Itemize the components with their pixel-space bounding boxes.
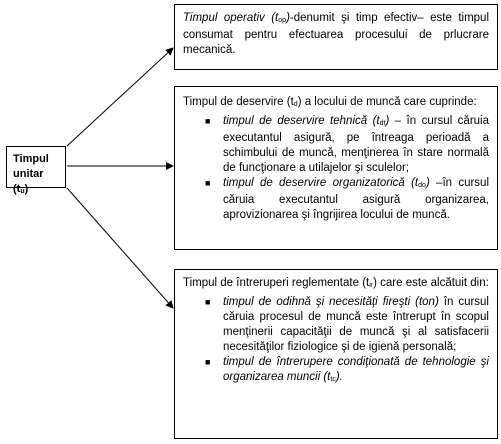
text-run: Timpul de întreruperi reglementate (t <box>183 277 370 289</box>
subscript-text: do <box>418 182 426 189</box>
operative-time-text <box>183 11 489 58</box>
interruption-time-node <box>174 269 498 439</box>
service-time-node <box>174 86 498 250</box>
list-item <box>183 355 489 387</box>
bullet-icon: ■ <box>205 357 211 367</box>
interruption-time-intro <box>183 276 489 293</box>
subscript-text: dt <box>379 120 386 127</box>
text-run: –în cursul căruia executantul asigură organizarea, aprovizionarea şi îngrijirea locului de muncă. <box>223 177 489 221</box>
subscript-text: ir <box>369 282 374 289</box>
text-run: – în cursul căruia executantul asigură, pe întreaga perioadă a schimbului de muncă, menţinerea în stare normală de funcţionare a utilajelor şi sculelor; <box>223 115 490 174</box>
text-run: timpul de întrerupere condiţionată de tehnologie şi organizarea muncii (t <box>223 356 489 383</box>
text-run: Timpul operativ (t <box>183 12 279 24</box>
text-run: timpul de odihnă şi necesităţi fireşti (ton) <box>223 296 439 308</box>
text-run: ) <box>425 177 430 189</box>
arrow-to-interruption-time <box>67 188 173 308</box>
text-run: ) <box>286 12 290 24</box>
arrow-to-operative-time <box>67 48 173 146</box>
list-item <box>183 295 489 355</box>
text-run: ) a locului de muncă care cuprinde: <box>297 96 477 108</box>
text-run: timpul de deservire organizatorică (t <box>223 177 419 189</box>
text-run: ) <box>385 115 390 127</box>
list-item <box>183 176 489 223</box>
unit-time-symbol: (tu) <box>13 183 29 195</box>
unit-time-label: Timpul unitar (tu) <box>13 153 49 195</box>
interruption-time-list <box>183 295 489 387</box>
bullet-icon: ■ <box>205 178 211 188</box>
service-time-intro <box>183 95 489 112</box>
operative-time-node <box>174 4 498 70</box>
text-run: timpul de deservire tehnică (t <box>223 115 380 127</box>
bullet-icon: ■ <box>205 297 211 307</box>
subscript-text: tc <box>330 376 336 383</box>
text-run: ) care este alcătuit din: <box>373 277 489 289</box>
text-run: Timpul de deservire (t <box>183 96 294 108</box>
unit-time-node <box>6 146 66 195</box>
text-run: -denumit şi timp efectiv– este timpul consumat pentru efectuarea procesului de prlucrare mecanică. <box>183 12 490 56</box>
service-time-list <box>183 114 489 223</box>
text-run: ). <box>335 371 343 383</box>
text-run: în cursul căruia procesul de muncă este întrerupt în scopul menţinerii capacităţii de muncă şi al satisfacerii necesităţilor fiziologice şi de igienă personală; <box>223 296 489 353</box>
subscript-text: op <box>278 17 287 24</box>
list-item <box>183 114 489 176</box>
subscript-text: d <box>293 101 298 108</box>
bullet-icon: ■ <box>205 116 211 126</box>
